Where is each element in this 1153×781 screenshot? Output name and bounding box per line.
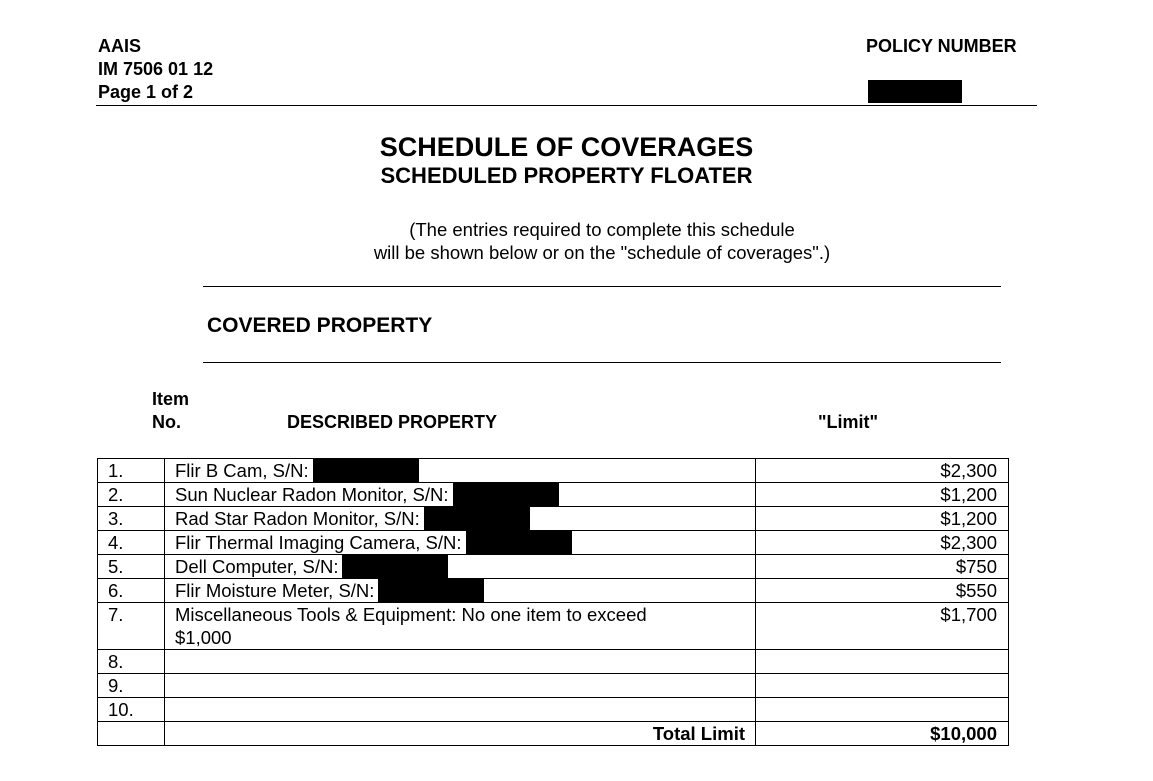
description-text: Flir B Cam, S/N: [175,460,309,481]
item-number: 10. [98,698,165,722]
total-limit-value: $10,000 [756,722,1009,746]
serial-redaction [466,531,572,554]
form-org: AAIS [98,36,142,56]
item-description [165,555,756,579]
description-text: Sun Nuclear Radon Monitor, S/N: [175,484,449,505]
item-limit: $2,300 [756,459,1009,483]
instruction-note [0,218,1153,264]
table-row [98,698,1009,722]
item-number: 1. [98,459,165,483]
item-limit: $550 [756,579,1009,603]
item-description [165,674,756,698]
item-limit [756,698,1009,722]
serial-redaction [313,459,419,482]
header-rule [96,105,1037,106]
serial-redaction [453,483,559,506]
table-row [98,483,1009,507]
table-row [98,603,1009,650]
item-description [165,698,756,722]
item-heading-line-1: Item [152,389,190,409]
section-rule-bottom [203,362,1001,363]
page-title: SCHEDULE OF COVERAGES [379,132,754,162]
schedule-table [97,458,1009,746]
section-heading: COVERED PROPERTY [207,314,433,337]
item-number-heading [152,388,189,434]
table-row [98,507,1009,531]
item-description [165,483,756,507]
described-property-heading: DESCRIBED PROPERTY [287,412,498,432]
description-text: Dell Computer, S/N: [175,556,339,577]
table-row [98,531,1009,555]
serial-redaction [424,507,530,530]
table-row [98,459,1009,483]
item-description [165,459,756,483]
item-description [165,507,756,531]
form-number: IM 7506 01 12 [98,59,214,79]
item-number: 9. [98,674,165,698]
total-row [98,722,1009,746]
item-description [165,579,756,603]
item-limit: $1,200 [756,507,1009,531]
description-text-line-2: $1,000 [175,627,232,648]
limit-heading: "Limit" [818,412,879,432]
item-limit: $1,700 [756,603,1009,650]
serial-redaction [378,579,484,602]
item-number: 6. [98,579,165,603]
page-subtitle: SCHEDULED PROPERTY FLOATER [380,163,753,188]
item-limit: $1,200 [756,483,1009,507]
item-number: 8. [98,650,165,674]
description-text: Rad Star Radon Monitor, S/N: [175,508,420,529]
item-description [165,531,756,555]
description-text: Miscellaneous Tools & Equipment: No one item to exceed [175,604,647,625]
instruction-line-2: will be shown below or on the "schedule of coverages".) [373,242,831,263]
item-number: 4. [98,531,165,555]
description-text: Flir Moisture Meter, S/N: [175,580,375,601]
serial-redaction [342,555,448,578]
section-rule-top [203,286,1001,287]
policy-number-redaction [868,80,962,103]
item-limit [756,674,1009,698]
item-number: 5. [98,555,165,579]
table-row [98,650,1009,674]
form-header [98,35,213,104]
table-row [98,674,1009,698]
item-description [165,603,756,650]
instruction-line-1: (The entries required to complete this schedule [409,219,795,240]
item-limit [756,650,1009,674]
item-description [165,650,756,674]
item-limit: $750 [756,555,1009,579]
item-limit: $2,300 [756,531,1009,555]
page-indicator: Page 1 of 2 [98,82,194,102]
total-limit-label: Total Limit [165,722,756,746]
item-number: 7. [98,603,165,650]
policy-number-label: POLICY NUMBER [866,36,1017,56]
table-row [98,579,1009,603]
item-number: 2. [98,483,165,507]
item-number: 3. [98,507,165,531]
item-heading-line-2: No. [152,412,181,432]
description-text: Flir Thermal Imaging Camera, S/N: [175,532,462,553]
total-empty-cell [98,722,165,746]
table-row [98,555,1009,579]
